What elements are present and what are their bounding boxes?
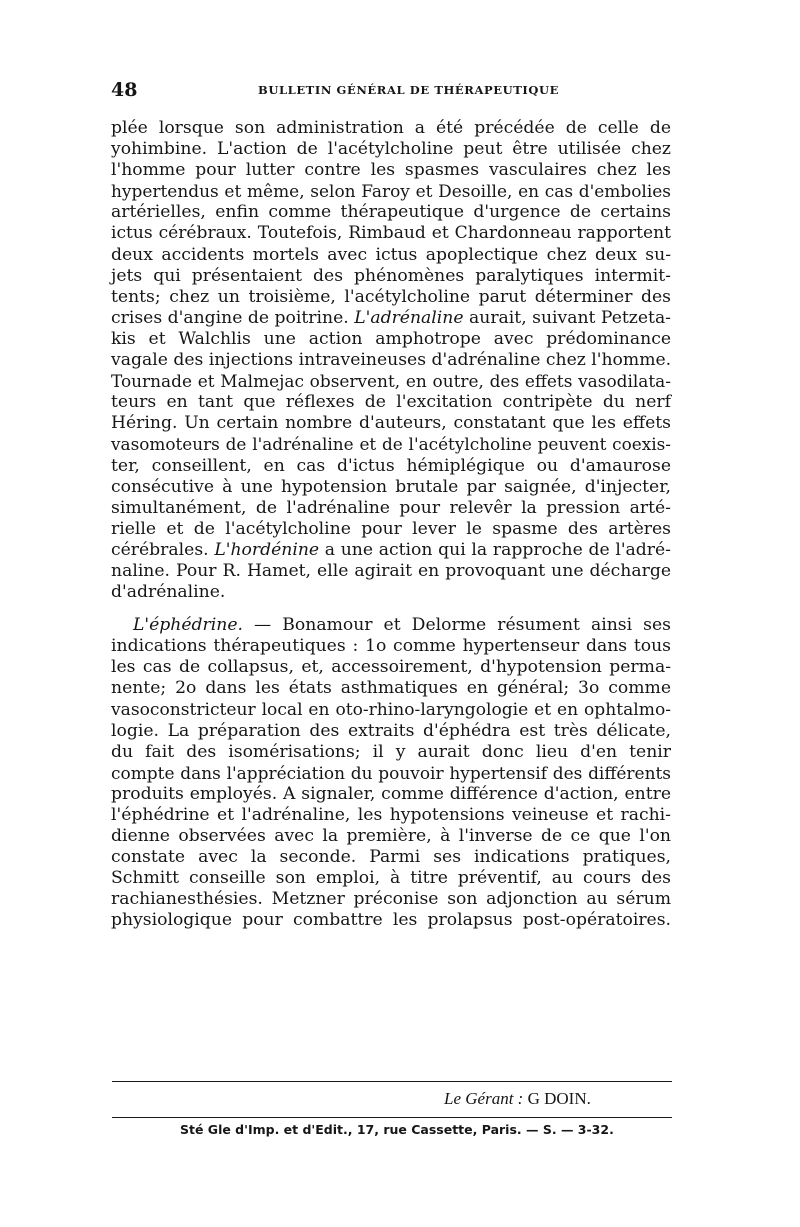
text-line (111, 308, 671, 329)
gerant-signature (444, 1089, 591, 1109)
text-run: a une action qui la rapproche de l'adré- (319, 539, 671, 560)
text-line: artérielles, enfin comme thérapeutique d'urgence de certains (111, 202, 671, 223)
text-run: crises d'angine de poitrine. (111, 307, 355, 328)
text-line: l'homme pour lutter contre les spasmes vasculaires chez les (111, 160, 671, 181)
text-line: physiologique pour combattre les prolapsus post-opératoires. (111, 910, 671, 931)
text-line: Tournade et Malmejac observent, en outre, des effets vasodilata- (111, 371, 671, 392)
italic-term-hordenine: L'hordénine (214, 539, 320, 560)
footer-rule (112, 1081, 672, 1082)
paragraph-ephedrine (111, 615, 671, 931)
imprint-rule (112, 1117, 672, 1118)
text-line: plée lorsque son administration a été précédée de celle de (111, 118, 671, 138)
text-line: indications thérapeutiques : 1o comme hypertenseur dans tous (111, 636, 671, 657)
italic-term-adrenaline: L'adrénaline (354, 307, 464, 328)
text-line: vagale des injections intraveineuses d'adrénaline chez l'homme. (111, 350, 672, 371)
text-line: tents; chez un troisième, l'acétylcholine parut déterminer des (111, 286, 671, 307)
text-line (111, 615, 671, 636)
text-line: Schmitt conseille son emploi, à titre préventif, au cours des (111, 868, 671, 889)
text-line: ter, conseillent, en cas d'ictus hémiplégique ou d'amaurose (111, 455, 671, 476)
gerant-label: Le Gérant : (444, 1089, 524, 1108)
text-line: produits employés. A signaler, comme différence d'action, entre (111, 783, 671, 804)
text-line: jets qui présentaient des phénomènes paralytiques intermit- (111, 265, 671, 286)
text-line: vasoconstricteur local en oto-rhino-laryngologie et en ophtalmo- (111, 699, 671, 720)
text-line: les cas de collapsus, et, accessoirement, d'hypotension perma- (111, 657, 671, 678)
text-line: kis et Walchlis une action amphotrope avec prédominance (111, 328, 671, 349)
text-run: cérébrales. (111, 539, 215, 560)
text-line: rielle et de l'acétylcholine pour lever le spasme des artères (111, 518, 671, 539)
italic-term-ephedrine: L'éphédrine. (133, 615, 243, 636)
text-line: l'éphédrine et l'adrénaline, les hypotensions veineuse et rachi- (111, 805, 671, 825)
text-line: consécutive à une hypotension brutale par saignée, d'injecter, (111, 476, 671, 497)
text-line: dienne observées avec la première, à l'inverse de ce que l'on (111, 826, 671, 847)
text-line (111, 540, 671, 561)
text-line: teurs en tant que réflexes de l'excitation contripète du nerf (111, 392, 671, 413)
gerant-name: G DOIN. (527, 1089, 591, 1108)
body-text (111, 118, 671, 932)
text-line: du fait des isomérisations; il y aurait donc lieu d'en tenir (111, 741, 671, 762)
running-title: BULLETIN GÉNÉRAL DE THÉRAPEUTIQUE (258, 83, 559, 97)
text-line: yohimbine. L'action de l'acétylcholine peut être utilisée chez (111, 139, 671, 160)
text-line: vasomoteurs de l'adrénaline et de l'acétylcholine peuvent coexis- (111, 434, 671, 455)
text-run: aurait, suivant Petzeta- (463, 307, 671, 328)
text-run: — Bonamour et Delorme résument ainsi ses (242, 615, 671, 636)
text-line: simultanément, de l'adrénaline pour relevêr la pression arté- (111, 497, 671, 518)
text-line: nente; 2o dans les états asthmatiques en général; 3o comme (111, 678, 671, 699)
text-line: naline. Pour R. Hamet, elle agirait en provoquant une décharge (111, 560, 671, 581)
paragraph-acetylcholine (111, 118, 671, 603)
text-line: logie. La préparation des extraits d'éphédra est très délicate, (111, 720, 671, 741)
text-line: deux accidents mortels avec ictus apoplectique chez deux su- (111, 244, 671, 265)
text-line: compte dans l'appréciation du pouvoir hypertensif des différents (111, 762, 671, 783)
text-line: Héring. Un certain nombre d'auteurs, constatant que les effets (111, 413, 671, 434)
printer-imprint: Sté Gle d'Imp. et d'Edit., 17, rue Cassette, Paris. — S. — 3-32. (180, 1122, 614, 1137)
text-line: hypertendus et même, selon Faroy et Desoille, en cas d'embolies (111, 181, 671, 202)
text-line: d'adrénaline. (111, 582, 226, 603)
text-line: ictus cérébraux. Toutefois, Rimbaud et Chardonneau rapportent (111, 223, 671, 244)
text-line: constate avec la seconde. Parmi ses indications pratiques, (111, 847, 671, 868)
page-number: 48 (111, 79, 138, 101)
text-line: rachianesthésies. Metzner préconise son adjonction au sérum (111, 889, 671, 910)
